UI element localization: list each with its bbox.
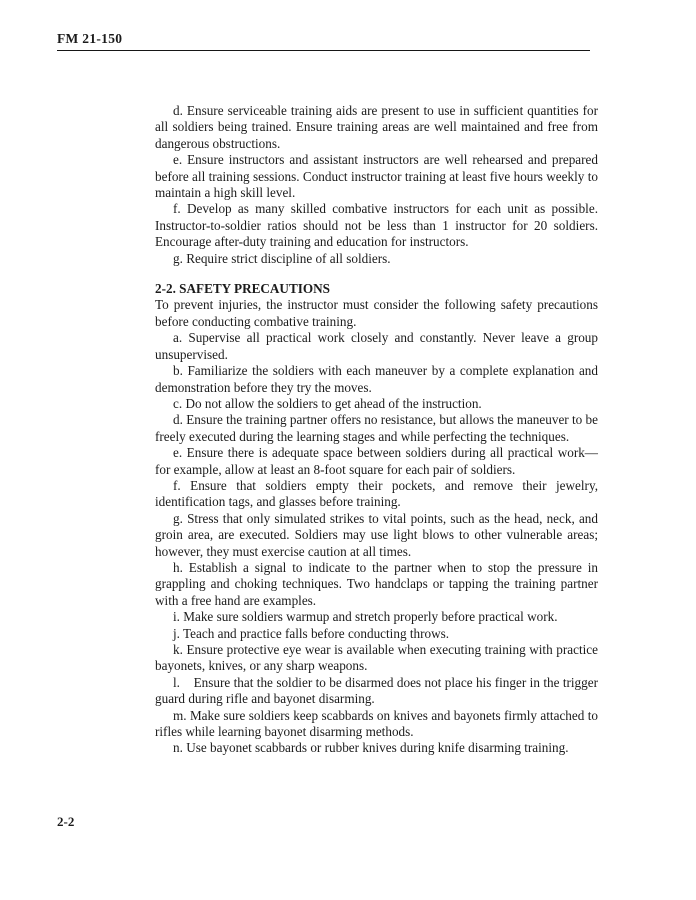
paragraph-g: g. Require strict discipline of all soldiers. — [173, 250, 391, 266]
header-rule — [57, 50, 590, 51]
page-body — [155, 103, 598, 757]
safety-item-h: h. Establish a signal to indicate to the partner when to stop the pressure in grappling and choking techniques. Two handclaps or tapping the training partner with a free hand are examples. — [155, 559, 598, 608]
paragraph-e: e. Ensure instructors and assistant instructors are well rehearsed and prepared before all training sessions. Conduct instructor training at least five hours weekly to maintain a high skill level. — [155, 152, 598, 201]
safety-item-f: f. Ensure that soldiers empty their pockets, and remove their jewelry, identification tags, and glasses before training. — [155, 477, 598, 510]
safety-item-m: m. Make sure soldiers keep scabbards on knives and bayonets firmly attached to rifles while learning bayonet disarming methods. — [155, 707, 598, 740]
document-id: FM 21-150 — [57, 31, 123, 46]
safety-item-l: l. Ensure that the soldier to be disarmed does not place his finger in the trigger guard during rifle and bayonet disarming. — [155, 674, 598, 707]
paragraph-d: d. Ensure serviceable training aids are present to use in sufficient quantities for all soldiers being trained. Ensure training areas are well maintained and free from dangerous obstructions. — [155, 103, 598, 151]
safety-item-e: e. Ensure there is adequate space between soldiers during all practical work—for example, allow at least an 8-foot square for each pair of soldiers. — [155, 445, 598, 477]
page-number: 2-2 — [57, 814, 75, 829]
page-footer — [57, 814, 74, 830]
safety-item-g: g. Stress that only simulated strikes to vital points, such as the head, neck, and groin area, are executed. Soldiers may use light blows to other vulnerable areas; however, they must exercise caution at all times. — [155, 510, 598, 559]
safety-item-c: c. Do not allow the soldiers to get ahead of the instruction. — [173, 395, 482, 411]
safety-item-n: n. Use bayonet scabbards or rubber knives during knife disarming training. — [173, 740, 569, 756]
paragraph-f: f. Develop as many skilled combative instructors for each unit as possible. Instructor-to-soldier ratios should not be less than 1 instructor for 20 soldiers. Encourage after-duty training and education for instructors. — [155, 201, 598, 250]
safety-item-a: a. Supervise all practical work closely and constantly. Never leave a group unsupervised. — [155, 330, 598, 362]
safety-item-k: k. Ensure protective eye wear is available when executing training with practice bayonets, knives, or any sharp weapons. — [155, 642, 598, 674]
safety-item-b: b. Familiarize the soldiers with each maneuver by a complete explanation and demonstration before they try the moves. — [155, 363, 598, 395]
page-header — [57, 31, 590, 51]
section-heading: 2-2. SAFETY PRECAUTIONS — [155, 281, 330, 297]
section-intro: To prevent injuries, the instructor must consider the following safety precautions before conducting combative training. — [155, 297, 598, 329]
safety-item-d: d. Ensure the training partner offers no resistance, but allows the maneuver to be freely executed during the learning stages and while perfecting the techniques. — [155, 412, 598, 444]
safety-item-j: j. Teach and practice falls before conducting throws. — [173, 625, 450, 641]
safety-item-i: i. Make sure soldiers warmup and stretch properly before practical work. — [173, 609, 558, 625]
